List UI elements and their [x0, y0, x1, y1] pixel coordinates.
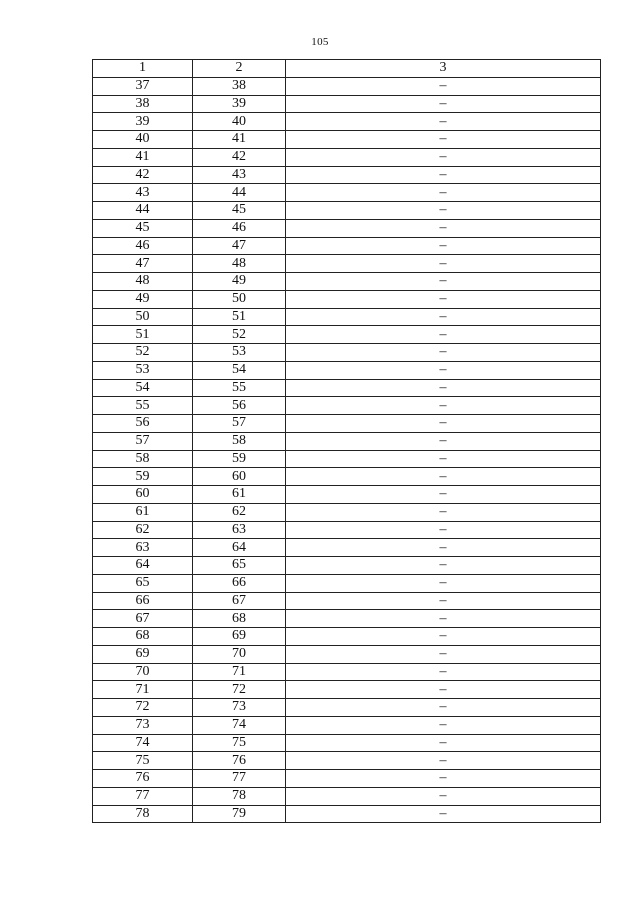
table-cell: –: [286, 184, 601, 202]
table-cell: –: [286, 450, 601, 468]
table-row: [93, 468, 601, 486]
table-row: [93, 219, 601, 237]
table-cell: 69: [93, 645, 193, 663]
table-cell: 50: [93, 308, 193, 326]
table-cell: 53: [193, 344, 286, 362]
table-cell: –: [286, 521, 601, 539]
table-cell: 56: [193, 397, 286, 415]
table-cell: 55: [93, 397, 193, 415]
table-row: [93, 787, 601, 805]
table-row: [93, 148, 601, 166]
table-cell: 45: [193, 202, 286, 220]
table-cell: 58: [93, 450, 193, 468]
table-cell: 46: [93, 237, 193, 255]
table-body: [93, 77, 601, 823]
table-cell: 47: [93, 255, 193, 273]
table-cell: 68: [193, 610, 286, 628]
table-cell: 39: [93, 113, 193, 131]
table-cell: 61: [193, 486, 286, 504]
table-cell: 73: [193, 699, 286, 717]
column-header: 1: [93, 60, 193, 78]
table-cell: –: [286, 681, 601, 699]
table-cell: –: [286, 113, 601, 131]
table-cell: 77: [193, 770, 286, 788]
table-cell: –: [286, 645, 601, 663]
table-cell: 40: [93, 131, 193, 149]
table-cell: –: [286, 699, 601, 717]
table-cell: –: [286, 503, 601, 521]
table-cell: 72: [93, 699, 193, 717]
table-cell: 78: [193, 787, 286, 805]
table-cell: –: [286, 734, 601, 752]
table-row: [93, 663, 601, 681]
table-row: [93, 308, 601, 326]
table-cell: 43: [93, 184, 193, 202]
table-cell: –: [286, 486, 601, 504]
table-row: [93, 344, 601, 362]
table-cell: 67: [93, 610, 193, 628]
table-row: [93, 486, 601, 504]
table-cell: 62: [93, 521, 193, 539]
table-cell: –: [286, 95, 601, 113]
table-cell: 73: [93, 716, 193, 734]
table-cell: 44: [193, 184, 286, 202]
table-cell: 41: [93, 148, 193, 166]
table-cell: 72: [193, 681, 286, 699]
table-cell: 47: [193, 237, 286, 255]
table-cell: –: [286, 415, 601, 433]
table-cell: 77: [93, 787, 193, 805]
table-row: [93, 557, 601, 575]
table-header-row: [93, 60, 601, 78]
table-cell: 75: [193, 734, 286, 752]
table-cell: 79: [193, 805, 286, 823]
table-row: [93, 361, 601, 379]
table-cell: 40: [193, 113, 286, 131]
table-cell: –: [286, 131, 601, 149]
table-cell: 60: [193, 468, 286, 486]
table-row: [93, 237, 601, 255]
table-cell: 52: [93, 344, 193, 362]
table-cell: –: [286, 255, 601, 273]
table-cell: 52: [193, 326, 286, 344]
table-cell: 49: [193, 273, 286, 291]
table-row: [93, 113, 601, 131]
table-cell: 44: [93, 202, 193, 220]
column-header: 2: [193, 60, 286, 78]
table-cell: 43: [193, 166, 286, 184]
table-cell: 62: [193, 503, 286, 521]
table-cell: 63: [193, 521, 286, 539]
table-cell: 51: [193, 308, 286, 326]
table-cell: 66: [193, 574, 286, 592]
table-cell: 38: [193, 77, 286, 95]
table-cell: –: [286, 219, 601, 237]
table-cell: 76: [93, 770, 193, 788]
table-cell: 70: [193, 645, 286, 663]
table-cell: –: [286, 770, 601, 788]
table-cell: –: [286, 574, 601, 592]
table-cell: 71: [193, 663, 286, 681]
table-cell: –: [286, 166, 601, 184]
table-cell: 39: [193, 95, 286, 113]
table-row: [93, 379, 601, 397]
table-row: [93, 539, 601, 557]
table-row: [93, 592, 601, 610]
table-cell: 74: [193, 716, 286, 734]
table-cell: 37: [93, 77, 193, 95]
table-cell: –: [286, 610, 601, 628]
table-cell: 78: [93, 805, 193, 823]
table-cell: –: [286, 237, 601, 255]
table-cell: –: [286, 326, 601, 344]
table-cell: 64: [93, 557, 193, 575]
table-cell: 54: [193, 361, 286, 379]
table-cell: –: [286, 290, 601, 308]
table-row: [93, 716, 601, 734]
table-cell: –: [286, 787, 601, 805]
table-cell: –: [286, 663, 601, 681]
table-cell: 76: [193, 752, 286, 770]
table-row: [93, 450, 601, 468]
table-cell: –: [286, 716, 601, 734]
table-row: [93, 397, 601, 415]
table-cell: 61: [93, 503, 193, 521]
table-row: [93, 184, 601, 202]
table-cell: 42: [93, 166, 193, 184]
table-cell: 63: [93, 539, 193, 557]
table-cell: 74: [93, 734, 193, 752]
table-row: [93, 77, 601, 95]
page-number: 105: [311, 36, 329, 48]
table-cell: –: [286, 344, 601, 362]
table-cell: 50: [193, 290, 286, 308]
table-cell: 75: [93, 752, 193, 770]
table-row: [93, 574, 601, 592]
table-cell: 59: [93, 468, 193, 486]
table-cell: 64: [193, 539, 286, 557]
table-cell: 45: [93, 219, 193, 237]
table-cell: 65: [193, 557, 286, 575]
table-cell: –: [286, 148, 601, 166]
table-row: [93, 734, 601, 752]
table-cell: 57: [193, 415, 286, 433]
table-cell: –: [286, 628, 601, 646]
table-cell: –: [286, 397, 601, 415]
table-cell: –: [286, 202, 601, 220]
table-cell: 58: [193, 432, 286, 450]
table-cell: 38: [93, 95, 193, 113]
table-cell: –: [286, 361, 601, 379]
table-row: [93, 290, 601, 308]
table-cell: 48: [193, 255, 286, 273]
table-cell: –: [286, 539, 601, 557]
table-row: [93, 95, 601, 113]
table-cell: –: [286, 308, 601, 326]
table-cell: 51: [93, 326, 193, 344]
table-row: [93, 805, 601, 823]
table-row: [93, 273, 601, 291]
table-row: [93, 770, 601, 788]
table-row: [93, 326, 601, 344]
table-cell: 71: [93, 681, 193, 699]
table-row: [93, 131, 601, 149]
table-row: [93, 166, 601, 184]
table-cell: –: [286, 557, 601, 575]
table-header: [93, 60, 601, 78]
table-cell: 48: [93, 273, 193, 291]
table-cell: –: [286, 592, 601, 610]
table-row: [93, 628, 601, 646]
table-row: [93, 681, 601, 699]
table-cell: 57: [93, 432, 193, 450]
table-cell: –: [286, 805, 601, 823]
table-cell: –: [286, 379, 601, 397]
table-cell: 54: [93, 379, 193, 397]
table-cell: –: [286, 77, 601, 95]
table-cell: 69: [193, 628, 286, 646]
table-cell: 42: [193, 148, 286, 166]
table-cell: 53: [93, 361, 193, 379]
column-header: 3: [286, 60, 601, 78]
table-cell: 41: [193, 131, 286, 149]
table-cell: 46: [193, 219, 286, 237]
table-row: [93, 255, 601, 273]
table-cell: –: [286, 273, 601, 291]
table-row: [93, 610, 601, 628]
table-row: [93, 752, 601, 770]
table-cell: 70: [93, 663, 193, 681]
table-cell: 59: [193, 450, 286, 468]
table-cell: 60: [93, 486, 193, 504]
table-cell: –: [286, 432, 601, 450]
table-cell: 49: [93, 290, 193, 308]
table-cell: 68: [93, 628, 193, 646]
table-cell: 67: [193, 592, 286, 610]
table-cell: 66: [93, 592, 193, 610]
data-table: [92, 59, 601, 823]
table-row: [93, 202, 601, 220]
table-row: [93, 521, 601, 539]
table-row: [93, 432, 601, 450]
table-row: [93, 415, 601, 433]
table-row: [93, 699, 601, 717]
table-row: [93, 645, 601, 663]
table-cell: 56: [93, 415, 193, 433]
table-row: [93, 503, 601, 521]
table-cell: 55: [193, 379, 286, 397]
table-cell: –: [286, 752, 601, 770]
table-cell: 65: [93, 574, 193, 592]
table-cell: –: [286, 468, 601, 486]
